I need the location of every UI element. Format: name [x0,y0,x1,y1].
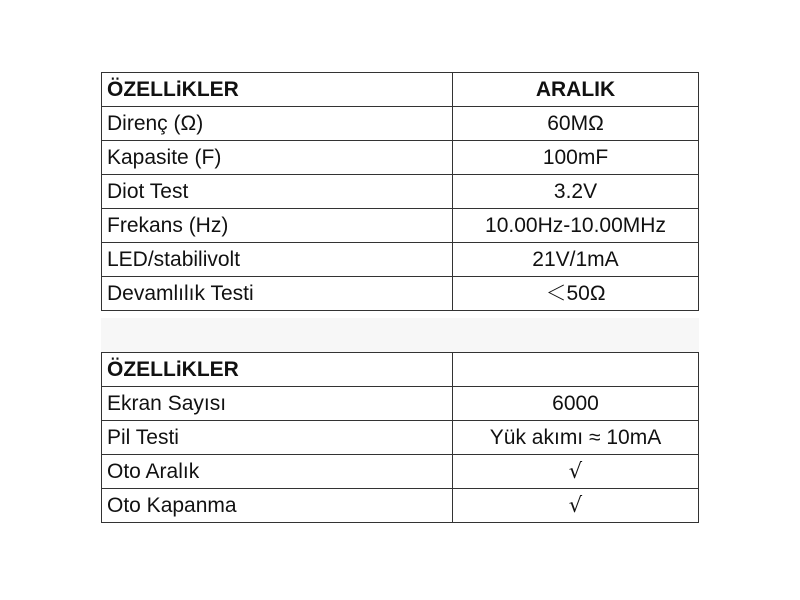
header-cell-range: ARALIK [453,73,699,107]
row-value-display-count: 6000 [453,387,699,421]
table-row [102,107,699,141]
row-value-resistance: 60MΩ [453,107,699,141]
table-row [102,421,699,455]
table-row [102,387,699,421]
row-label-auto-power-off: Oto Kapanma [102,489,453,523]
table-row [102,455,699,489]
row-value-frequency: 10.00Hz-10.00MHz [453,209,699,243]
row-value-auto-power-off: √ [453,489,699,523]
row-value-auto-range: √ [453,455,699,489]
row-label-continuity: Devamlılık Testi [102,277,453,311]
specs-table-range [101,72,699,311]
header-cell-empty [453,353,699,387]
row-label-led: LED/stabilivolt [102,243,453,277]
row-value-led: 21V/1mA [453,243,699,277]
row-value-capacitance: 100mF [453,141,699,175]
table-row [102,243,699,277]
row-label-battery-test: Pil Testi [102,421,453,455]
row-label-auto-range: Oto Aralık [102,455,453,489]
table-row [102,141,699,175]
row-label-resistance: Direnç (Ω) [102,107,453,141]
table-row [102,175,699,209]
header-cell-features: ÖZELLiKLER [102,73,453,107]
row-label-display-count: Ekran Sayısı [102,387,453,421]
table-separator [101,318,699,352]
table-header-row [102,353,699,387]
row-value-diode-test: 3.2V [453,175,699,209]
table-header-row [102,73,699,107]
specs-table-features [101,352,699,523]
row-value-continuity: ＜50Ω [453,277,699,311]
row-label-frequency: Frekans (Hz) [102,209,453,243]
header-cell-features: ÖZELLiKLER [102,353,453,387]
table-row [102,209,699,243]
row-value-battery-test: Yük akımı ≈ 10mA [453,421,699,455]
table-row [102,277,699,311]
row-label-diode-test: Diot Test [102,175,453,209]
row-label-capacitance: Kapasite (F) [102,141,453,175]
table-row [102,489,699,523]
